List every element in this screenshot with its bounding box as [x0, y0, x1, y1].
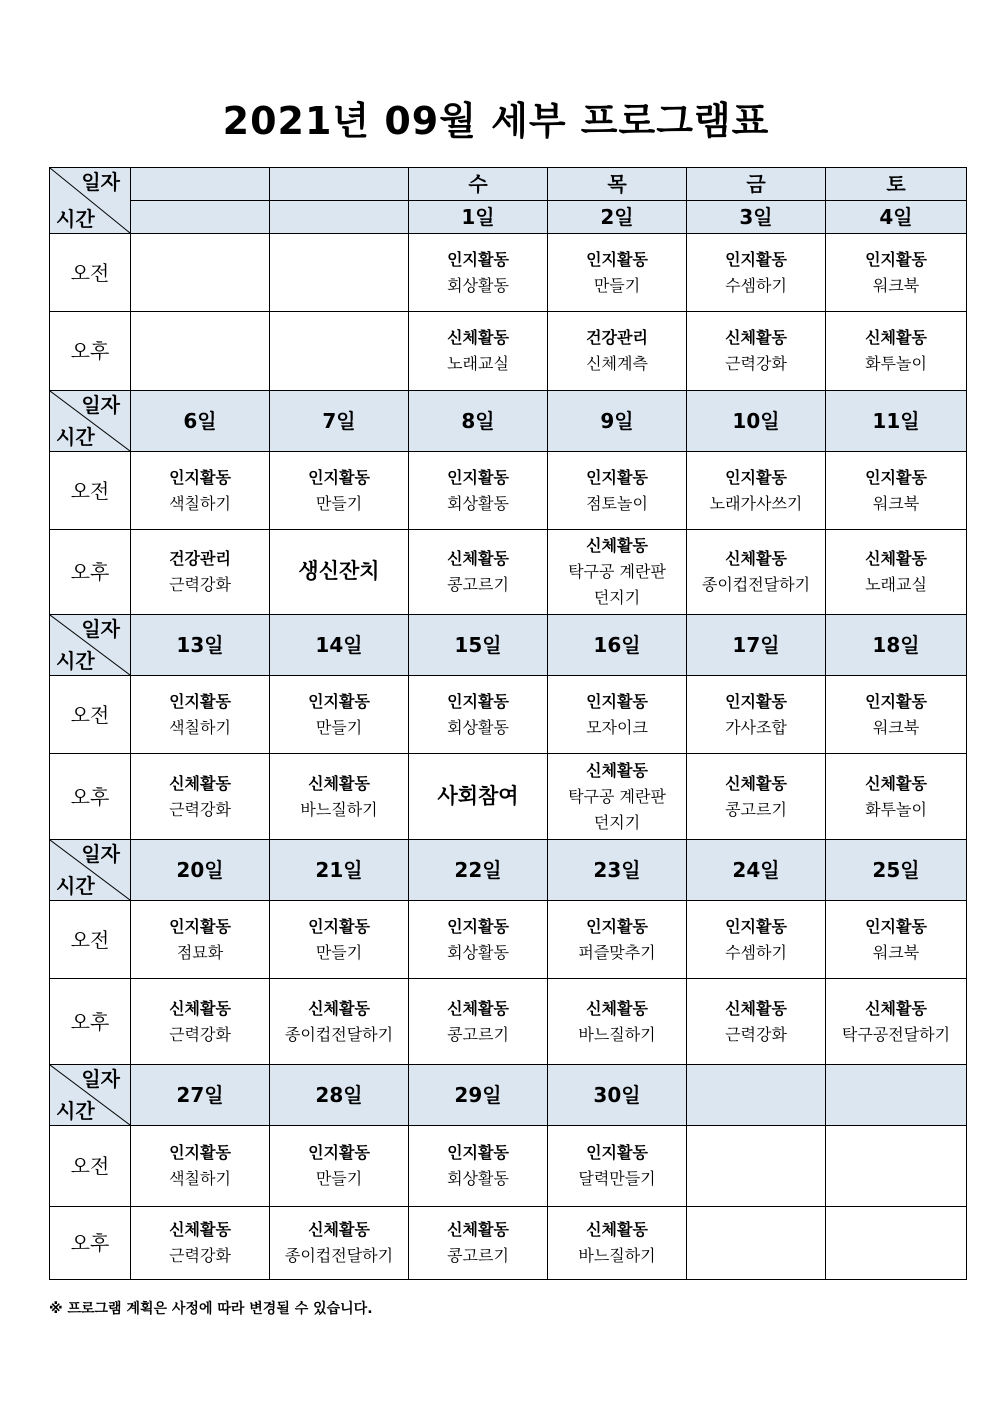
activity-category: 신체활동 — [308, 773, 370, 793]
activity-name: 근력강화 — [169, 1024, 231, 1044]
footnote: ※ 프로그램 계획은 사정에 따라 변경될 수 있습니다. — [49, 1301, 373, 1317]
activity-cell — [131, 901, 270, 979]
activity-cell — [409, 1126, 548, 1207]
activity-name: 콩고르기 — [447, 1246, 509, 1265]
date-cell: 18일 — [826, 615, 967, 676]
activity-category: 신체활동 — [447, 1220, 509, 1239]
activity-name: 색칠하기 — [169, 1169, 231, 1188]
date-cell: 30일 — [548, 1065, 687, 1126]
activity-name: 신체계측 — [586, 354, 648, 373]
date-row — [50, 840, 967, 901]
activity-category: 인지활동 — [169, 1143, 231, 1162]
activity-cell — [826, 979, 967, 1065]
activity-category: 인지활동 — [447, 691, 509, 711]
activity-name: 워크북 — [872, 493, 920, 513]
date-cell: 1일 — [409, 201, 548, 234]
date-label: 일자 — [81, 842, 120, 866]
activity-cell — [826, 530, 967, 615]
date-cell — [270, 201, 409, 234]
date-cell: 23일 — [548, 840, 687, 901]
activity-category: 신체활동 — [169, 998, 231, 1018]
activity-name: 만들기 — [315, 942, 363, 962]
activity-cell — [687, 901, 826, 979]
activity-name: 색칠하기 — [169, 493, 231, 513]
afternoon-row — [50, 754, 967, 840]
activity-name: 수셈하기 — [725, 275, 787, 295]
activity-category: 신체활동 — [308, 998, 370, 1018]
activity-name: 던지기 — [593, 588, 641, 607]
activity-category: 인지활동 — [308, 691, 370, 711]
date-cell: 24일 — [687, 840, 826, 901]
activity-category: 인지활동 — [586, 691, 648, 711]
activity-cell — [548, 676, 687, 754]
activity-category: 인지활동 — [169, 916, 231, 936]
activity-category: 인지활동 — [586, 916, 648, 936]
activity-name: 근력강화 — [169, 1246, 231, 1265]
activity-cell — [548, 1126, 687, 1207]
activity-category: 인지활동 — [865, 691, 927, 711]
date-time-header-cell — [50, 1065, 131, 1126]
activity-name: 종이컵전달하기 — [284, 1246, 394, 1265]
date-cell: 16일 — [548, 615, 687, 676]
activity-name: 만들기 — [315, 1169, 363, 1188]
schedule-table — [49, 167, 967, 1280]
activity-name: 만들기 — [315, 717, 363, 737]
activity-category: 신체활동 — [725, 549, 787, 568]
activity-name: 모자이크 — [586, 717, 648, 737]
date-label: 일자 — [81, 170, 120, 194]
activity-name: 콩고르기 — [447, 1024, 509, 1044]
activity-cell — [687, 312, 826, 391]
activity-category: 신체활동 — [865, 549, 927, 568]
activity-cell — [270, 452, 409, 530]
activity-cell — [548, 1207, 687, 1280]
activity-cell — [548, 452, 687, 530]
activity-category: 신체활동 — [586, 998, 648, 1018]
activity-name: 화투놀이 — [865, 799, 927, 819]
date-cell: 10일 — [687, 391, 826, 452]
afternoon-row — [50, 530, 967, 615]
activity-name: 회상활동 — [447, 1169, 509, 1188]
activity-cell — [687, 530, 826, 615]
activity-cell — [409, 452, 548, 530]
activity-cell — [826, 234, 967, 312]
date-cell: 11일 — [826, 391, 967, 452]
afternoon-label: 오후 — [50, 979, 131, 1065]
activity-name: 근력강화 — [169, 799, 231, 819]
date-cell — [826, 1065, 967, 1126]
activity-cell — [687, 754, 826, 840]
morning-label: 오전 — [50, 452, 131, 530]
activity-name: 근력강화 — [169, 575, 231, 594]
activity-cell — [687, 1126, 826, 1207]
activity-name: 탁구공 계란판 — [568, 562, 666, 581]
afternoon-label: 오후 — [50, 312, 131, 391]
activity-category: 인지활동 — [308, 1143, 370, 1162]
activity-category: 건강관리 — [169, 549, 231, 568]
activity-category: 신체활동 — [447, 998, 509, 1018]
date-cell: 29일 — [409, 1065, 548, 1126]
activity-category: 인지활동 — [308, 916, 370, 936]
activity-cell — [826, 754, 967, 840]
activity-category: 신체활동 — [865, 998, 927, 1018]
activity-category: 인지활동 — [725, 691, 787, 711]
activity-cell — [409, 234, 548, 312]
activity-cell — [131, 234, 270, 312]
activity-name: 바느질하기 — [300, 799, 378, 819]
activity-cell — [409, 901, 548, 979]
activity-category: 인지활동 — [447, 916, 509, 936]
afternoon-label: 오후 — [50, 1207, 131, 1280]
activity-name: 워크북 — [872, 942, 920, 962]
activity-category: 신체활동 — [725, 998, 787, 1018]
weekday-cell: 수 — [409, 168, 548, 201]
afternoon-row — [50, 979, 967, 1065]
activity-name: 근력강화 — [725, 1024, 787, 1044]
activity-name: 노래가사쓰기 — [709, 493, 803, 513]
morning-label: 오전 — [50, 676, 131, 754]
activity-cell — [131, 1126, 270, 1207]
activity-name: 회상활동 — [447, 717, 509, 737]
activity-name: 색칠하기 — [169, 717, 231, 737]
activity-cell — [826, 452, 967, 530]
activity-category: 인지활동 — [586, 249, 648, 269]
activity-name: 던지기 — [593, 812, 641, 832]
date-cell: 28일 — [270, 1065, 409, 1126]
activity-category: 신체활동 — [169, 1220, 231, 1239]
date-label: 일자 — [81, 617, 120, 641]
activity-cell — [548, 312, 687, 391]
activity-cell — [131, 979, 270, 1065]
activity-category: 인지활동 — [447, 1143, 509, 1162]
activity-cell — [548, 901, 687, 979]
activity-category: 신체활동 — [586, 536, 648, 555]
activity-cell — [548, 530, 687, 615]
activity-cell — [826, 676, 967, 754]
activity-cell — [548, 234, 687, 312]
morning-row — [50, 1126, 967, 1207]
date-cell: 3일 — [687, 201, 826, 234]
date-label: 일자 — [81, 393, 120, 417]
activity-cell — [270, 1126, 409, 1207]
date-cell: 9일 — [548, 391, 687, 452]
date-cell: 13일 — [131, 615, 270, 676]
activity-category: 신체활동 — [725, 773, 787, 793]
activity-category: 인지활동 — [169, 691, 231, 711]
time-label: 시간 — [56, 425, 95, 449]
activity-name: 종이컵전달하기 — [701, 575, 811, 594]
date-cell: 27일 — [131, 1065, 270, 1126]
date-cell: 2일 — [548, 201, 687, 234]
activity-category: 신체활동 — [447, 549, 509, 568]
activity-cell — [409, 530, 548, 615]
activity-cell — [687, 1207, 826, 1280]
activity-category: 신체활동 — [447, 328, 509, 347]
activity-cell — [131, 312, 270, 391]
activity-category: 신체활동 — [169, 773, 231, 793]
weekday-cell: 금 — [687, 168, 826, 201]
special-event: 사회참여 — [437, 783, 519, 808]
time-label: 시간 — [56, 207, 95, 231]
date-time-header-cell — [50, 391, 131, 452]
activity-name: 회상활동 — [447, 493, 509, 513]
weekday-cell — [270, 168, 409, 201]
activity-category: 인지활동 — [865, 916, 927, 936]
activity-name: 근력강화 — [725, 354, 787, 373]
activity-cell — [270, 901, 409, 979]
activity-category: 인지활동 — [586, 467, 648, 487]
morning-label: 오전 — [50, 234, 131, 312]
activity-name: 콩고르기 — [725, 799, 787, 819]
date-cell: 14일 — [270, 615, 409, 676]
morning-label: 오전 — [50, 1126, 131, 1207]
date-row — [50, 391, 967, 452]
activity-category: 인지활동 — [586, 1143, 648, 1162]
activity-category: 인지활동 — [447, 249, 509, 269]
activity-category: 인지활동 — [308, 467, 370, 487]
activity-cell — [270, 754, 409, 840]
activity-name: 워크북 — [872, 275, 920, 295]
activity-name: 노래교실 — [865, 575, 927, 594]
activity-cell — [826, 1207, 967, 1280]
activity-name: 바느질하기 — [578, 1246, 656, 1265]
activity-category: 인지활동 — [865, 249, 927, 269]
date-row — [50, 1065, 967, 1126]
afternoon-row — [50, 312, 967, 391]
time-label: 시간 — [56, 1099, 95, 1123]
activity-cell — [270, 676, 409, 754]
activity-cell — [826, 901, 967, 979]
activity-category: 인지활동 — [725, 249, 787, 269]
morning-row — [50, 676, 967, 754]
activity-cell — [687, 676, 826, 754]
weekday-cell: 토 — [826, 168, 967, 201]
activity-cell — [131, 452, 270, 530]
date-cell: 21일 — [270, 840, 409, 901]
weekday-cell: 목 — [548, 168, 687, 201]
activity-name: 콩고르기 — [447, 575, 509, 594]
activity-name: 바느질하기 — [578, 1024, 656, 1044]
activity-name: 워크북 — [872, 717, 920, 737]
afternoon-label: 오후 — [50, 530, 131, 615]
activity-name: 회상활동 — [447, 275, 509, 295]
activity-name: 만들기 — [593, 275, 641, 295]
activity-cell — [548, 979, 687, 1065]
date-cell: 6일 — [131, 391, 270, 452]
activity-cell — [270, 979, 409, 1065]
weekday-row — [50, 168, 967, 201]
activity-name: 수셈하기 — [725, 942, 787, 962]
activity-category: 신체활동 — [308, 1220, 370, 1239]
activity-name: 노래교실 — [447, 354, 509, 373]
activity-cell — [131, 1207, 270, 1280]
activity-cell — [270, 312, 409, 391]
date-row — [50, 615, 967, 676]
afternoon-row — [50, 1207, 967, 1280]
activity-cell — [826, 1126, 967, 1207]
date-cell: 8일 — [409, 391, 548, 452]
activity-category: 인지활동 — [447, 467, 509, 487]
activity-cell — [548, 754, 687, 840]
date-cell: 22일 — [409, 840, 548, 901]
time-label: 시간 — [56, 874, 95, 898]
morning-row — [50, 901, 967, 979]
date-cell: 15일 — [409, 615, 548, 676]
activity-category: 인지활동 — [865, 467, 927, 487]
activity-cell — [687, 452, 826, 530]
activity-name: 종이컵전달하기 — [284, 1024, 394, 1044]
activity-name: 점묘화 — [176, 942, 224, 962]
date-row — [50, 201, 967, 234]
afternoon-label: 오후 — [50, 754, 131, 840]
activity-name: 달력만들기 — [578, 1169, 656, 1188]
date-cell: 25일 — [826, 840, 967, 901]
activity-name: 회상활동 — [447, 942, 509, 962]
date-cell — [687, 1065, 826, 1126]
date-cell: 4일 — [826, 201, 967, 234]
activity-category: 신체활동 — [865, 328, 927, 347]
activity-name: 점토놀이 — [586, 493, 648, 513]
activity-category: 인지활동 — [169, 467, 231, 487]
activity-category: 인지활동 — [725, 916, 787, 936]
page-title: 2021년 09월 세부 프로그램표 — [222, 99, 770, 143]
activity-name: 가사조합 — [725, 717, 787, 737]
time-label: 시간 — [56, 649, 95, 673]
date-label: 일자 — [81, 1067, 120, 1091]
activity-category: 신체활동 — [586, 1220, 648, 1239]
activity-cell — [409, 312, 548, 391]
date-time-header-cell — [50, 615, 131, 676]
activity-cell — [409, 676, 548, 754]
activity-cell — [131, 676, 270, 754]
activity-cell — [409, 979, 548, 1065]
morning-row — [50, 452, 967, 530]
date-cell: 7일 — [270, 391, 409, 452]
activity-category: 신체활동 — [586, 760, 648, 780]
activity-cell — [409, 754, 548, 840]
date-time-header-cell — [50, 168, 131, 234]
special-event: 생신잔치 — [298, 559, 380, 583]
weekday-cell — [131, 168, 270, 201]
date-cell — [131, 201, 270, 234]
activity-name: 화투놀이 — [865, 354, 927, 373]
activity-cell — [270, 234, 409, 312]
activity-category: 건강관리 — [586, 328, 648, 347]
date-time-header-cell — [50, 840, 131, 901]
activity-cell — [826, 312, 967, 391]
date-cell: 20일 — [131, 840, 270, 901]
activity-cell — [131, 530, 270, 615]
morning-row — [50, 234, 967, 312]
morning-label: 오전 — [50, 901, 131, 979]
activity-name: 만들기 — [315, 493, 363, 513]
activity-category: 신체활동 — [725, 328, 787, 347]
activity-name: 퍼즐맞추기 — [578, 942, 656, 962]
activity-cell — [687, 234, 826, 312]
activity-name: 탁구공 계란판 — [568, 786, 666, 806]
activity-cell — [409, 1207, 548, 1280]
activity-cell — [270, 530, 409, 615]
activity-cell — [270, 1207, 409, 1280]
date-cell: 17일 — [687, 615, 826, 676]
activity-cell — [687, 979, 826, 1065]
activity-category: 신체활동 — [865, 773, 927, 793]
activity-name: 탁구공전달하기 — [841, 1024, 951, 1044]
activity-category: 인지활동 — [725, 467, 787, 487]
activity-cell — [131, 754, 270, 840]
